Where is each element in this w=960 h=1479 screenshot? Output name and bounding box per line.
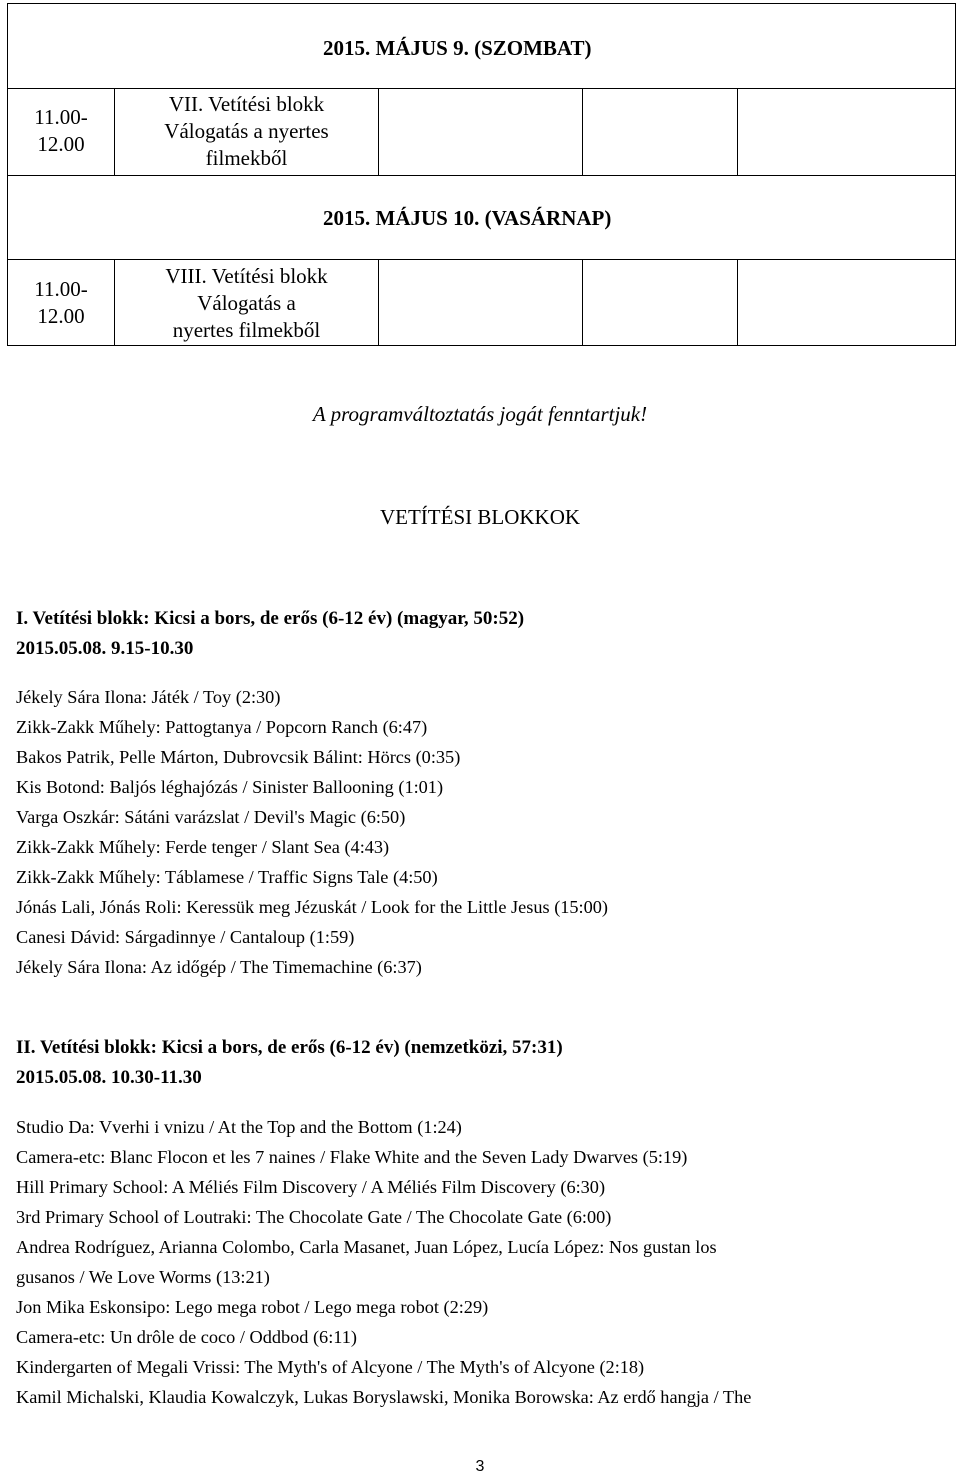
block-title: VII. Vetítési blokk [168, 92, 325, 116]
block-cell [115, 263, 378, 344]
list-item: Jékely Sára Ilona: Játék / Toy (2:30) [16, 687, 281, 707]
page-number: 3 [475, 1458, 485, 1475]
block-desc: Válogatás a [197, 291, 296, 315]
row-divider [7, 88, 956, 89]
list-item: Varga Oszkár: Sátáni varázslat / Devil's Magic (6:50) [16, 807, 406, 827]
list-item: Canesi Dávid: Sárgadinnye / Cantaloup (1:59) [16, 927, 355, 947]
list-item: Studio Da: Vverhi i vnizu / At the Top and the Bottom (1:24) [16, 1117, 462, 1137]
time-start: 11.00- [34, 105, 88, 129]
col-divider [737, 88, 738, 175]
time-slot [8, 276, 114, 330]
list-item: Kindergarten of Megali Vrissi: The Myth's of Alcyone / The Myth's of Alcyone (2:18) [16, 1357, 645, 1377]
col-divider [582, 88, 583, 175]
block-cell [115, 91, 378, 172]
row-divider [7, 175, 956, 176]
list-item: Kamil Michalski, Klaudia Kowalczyk, Lukas Boryslawski, Monika Borowska: Az erdő hangja / The [16, 1387, 752, 1407]
time-end: 12.00 [37, 132, 85, 156]
col-divider [378, 259, 379, 346]
list-item: Camera-etc: Un drôle de coco / Oddbod (6:11) [16, 1327, 357, 1347]
list-item: 3rd Primary School of Loutraki: The Chocolate Gate / The Chocolate Gate (6:00) [16, 1207, 612, 1227]
block-date: 2015.05.08. 9.15-10.30 [16, 638, 194, 659]
block-desc: nyertes filmekből [172, 318, 321, 342]
table-border [7, 345, 956, 346]
list-item: Zikk-Zakk Műhely: Ferde tenger / Slant Sea (4:43) [16, 837, 390, 857]
row-divider [7, 259, 956, 260]
time-start: 11.00- [34, 277, 88, 301]
list-item: Bakos Patrik, Pelle Márton, Dubrovcsik Bálint: Hörcs (0:35) [16, 747, 461, 767]
list-item: Zikk-Zakk Műhely: Pattogtanya / Popcorn Ranch (6:47) [16, 717, 428, 737]
list-item: Kis Botond: Baljós léghajózás / Sinister Ballooning (1:01) [16, 777, 444, 797]
time-end: 12.00 [37, 304, 85, 328]
block-desc: Válogatás a nyertes [164, 119, 329, 143]
list-item: Jon Mika Eskonsipo: Lego mega robot / Lego mega robot (2:29) [16, 1297, 489, 1317]
day-header: 2015. MÁJUS 10. (VASÁRNAP) [323, 206, 612, 230]
list-item: Jékely Sára Ilona: Az időgép / The Timemachine (6:37) [16, 957, 422, 977]
time-slot [8, 104, 114, 158]
section-title: VETÍTÉSI BLOKKOK [379, 505, 581, 529]
program-change-notice: A programváltoztatás jogát fenntartjuk! [312, 402, 648, 426]
list-item: Hill Primary School: A Méliés Film Discovery / A Méliés Film Discovery (6:30) [16, 1177, 606, 1197]
list-item: gusanos / We Love Worms (13:21) [16, 1267, 270, 1287]
list-item: Jónás Lali, Jónás Roli: Keressük meg Jézuskát / Look for the Little Jesus (15:00) [16, 897, 609, 917]
block-date: 2015.05.08. 10.30-11.30 [16, 1067, 202, 1088]
col-divider [378, 88, 379, 175]
table-border [7, 3, 956, 4]
schedule-table [0, 0, 960, 348]
block-desc: filmekből [205, 146, 288, 170]
day-header: 2015. MÁJUS 9. (SZOMBAT) [323, 36, 592, 60]
block-heading: I. Vetítési blokk: Kicsi a bors, de erős (6-12 év) (magyar, 50:52) [16, 608, 525, 629]
block-heading: II. Vetítési blokk: Kicsi a bors, de erős (6-12 év) (nemzetközi, 57:31) [16, 1037, 563, 1058]
list-item: Andrea Rodríguez, Arianna Colombo, Carla Masanet, Juan López, Lucía López: Nos gustan los [16, 1237, 717, 1257]
list-item: Camera-etc: Blanc Flocon et les 7 naines / Flake White and the Seven Lady Dwarves (5:19) [16, 1147, 688, 1167]
col-divider [582, 259, 583, 346]
block-title: VIII. Vetítési blokk [165, 264, 328, 288]
col-divider [737, 259, 738, 346]
list-item: Zikk-Zakk Műhely: Táblamese / Traffic Signs Tale (4:50) [16, 867, 438, 887]
